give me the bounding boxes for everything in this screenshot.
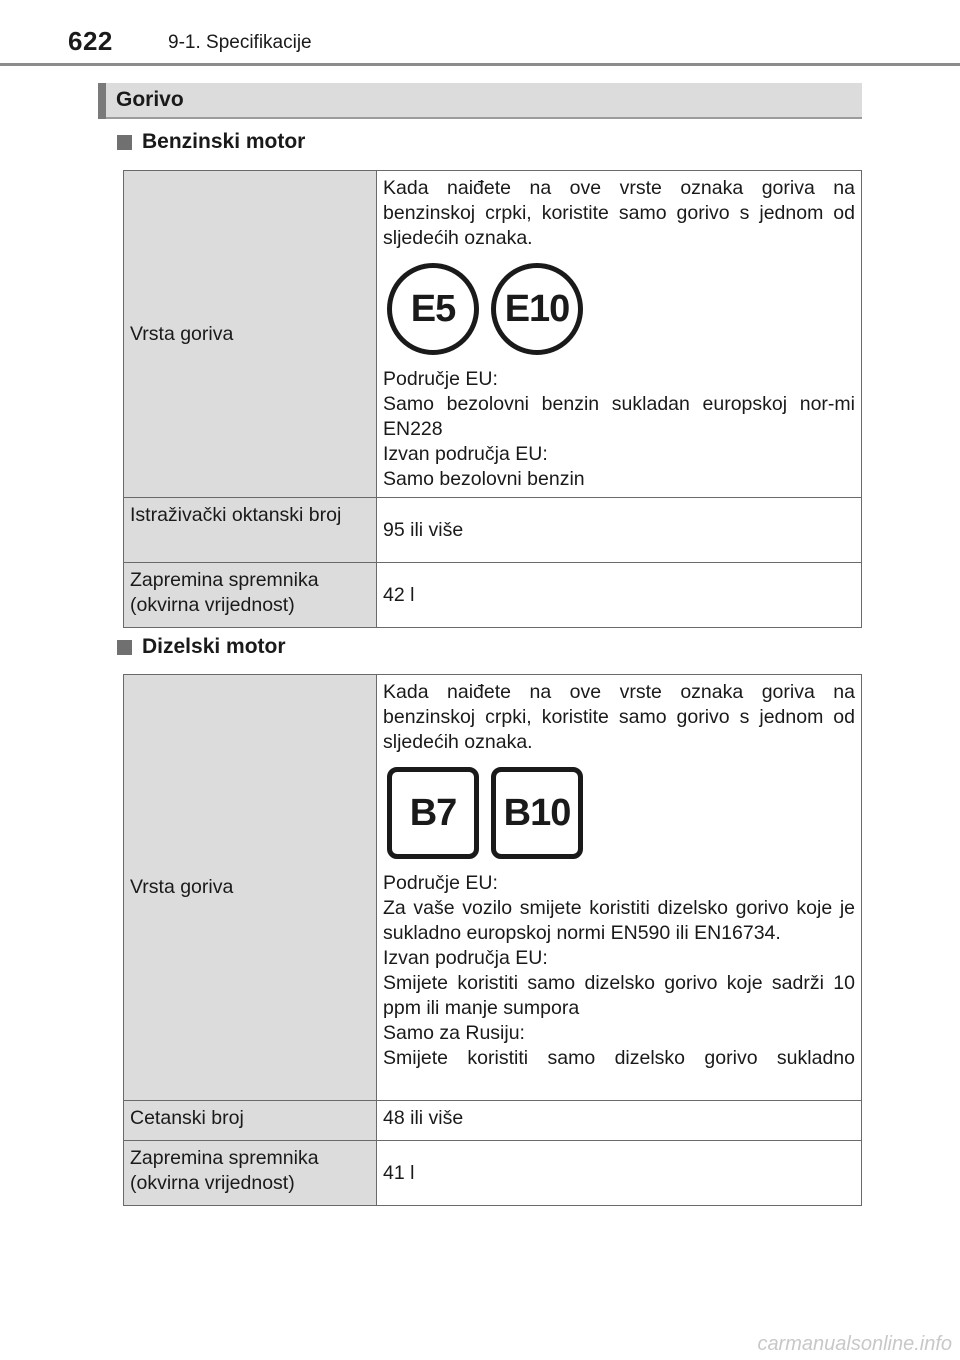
petrol-heading: [117, 130, 305, 154]
petrol-non-eu-label: Izvan područja EU:: [383, 443, 548, 465]
table-row: [124, 1141, 862, 1206]
diesel-fuel-intro: Kada naiđete na ove vrste oznaka goriva na benzinskoj crpki, koristite samo gorivo s jednom od sljedećih oznaka.: [383, 681, 855, 753]
diesel-heading-text: Dizelski motor: [142, 635, 286, 658]
watermark: carmanualsonline.info: [757, 1333, 952, 1355]
b10-fuel-label-icon: B10: [491, 767, 583, 859]
diesel-non-eu-label: Izvan područja EU:: [383, 947, 548, 969]
petrol-tank-label: Zapremina spremnika (okvirna vrijednost): [124, 563, 377, 628]
diesel-russia-label: Samo za Rusiju:: [383, 1022, 525, 1044]
diesel-spec-table: [123, 674, 862, 1206]
diesel-russia-text: Smijete koristiti samo dizelsko gorivo sukladno: [383, 1047, 855, 1069]
table-row: [124, 498, 862, 563]
diesel-non-eu-text: Smijete koristiti samo dizelsko gorivo koje sadrži 10 ppm ili manje sumpora: [383, 972, 855, 1019]
square-bullet-icon: [117, 135, 132, 150]
header-rule: [0, 63, 960, 66]
page-number: 622: [68, 26, 113, 56]
petrol-non-eu-text: Samo bezolovni benzin: [383, 468, 585, 490]
e10-fuel-label-icon: E10: [491, 263, 583, 355]
petrol-fuel-type-value: [377, 171, 862, 498]
section-banner: [98, 83, 862, 119]
diesel-cetane-value: 48 ili više: [377, 1101, 862, 1141]
diesel-eu-label: Područje EU:: [383, 872, 498, 894]
petrol-fuel-intro: Kada naiđete na ove vrste oznaka goriva na benzinskoj crpki, koristite samo gorivo s jednom od sljedećih oznaka.: [383, 177, 855, 249]
petrol-spec-table: [123, 170, 862, 628]
petrol-fuel-type-label: Vrsta goriva: [124, 171, 377, 498]
table-row: [124, 675, 862, 1101]
diesel-tank-value: 41 l: [377, 1141, 862, 1206]
banner-accent-bar: [98, 83, 106, 119]
diesel-eu-text: Za vaše vozilo smijete koristiti dizelsko gorivo koje je sukladno europskoj normi EN590 ili EN16734.: [383, 897, 855, 944]
petrol-octane-label: Istraživački oktanski broj: [124, 498, 377, 563]
diesel-tank-label: Zapremina spremnika (okvirna vrijednost): [124, 1141, 377, 1206]
square-bullet-icon: [117, 640, 132, 655]
petrol-badge-row: [387, 261, 855, 357]
diesel-fuel-type-label: Vrsta goriva: [124, 675, 377, 1101]
diesel-heading: [117, 635, 286, 659]
e5-fuel-label-icon: E5: [387, 263, 479, 355]
petrol-heading-text: Benzinski motor: [142, 130, 306, 153]
table-row: [124, 171, 862, 498]
petrol-octane-value: 95 ili više: [377, 498, 862, 563]
table-row: [124, 563, 862, 628]
page-header: [68, 24, 960, 64]
b7-fuel-label-icon: B7: [387, 767, 479, 859]
diesel-badge-row: [387, 765, 855, 861]
banner-title: Gorivo: [116, 88, 184, 111]
diesel-cetane-label: Cetanski broj: [124, 1101, 377, 1141]
table-row: [124, 1101, 862, 1141]
petrol-eu-label: Područje EU:: [383, 368, 498, 390]
petrol-eu-text: Samo bezolovni benzin sukladan europskoj nor-mi EN228: [383, 393, 855, 440]
section-name: 9-1. Specifikacije: [168, 32, 312, 53]
diesel-fuel-type-value: [377, 675, 862, 1101]
petrol-tank-value: 42 l: [377, 563, 862, 628]
